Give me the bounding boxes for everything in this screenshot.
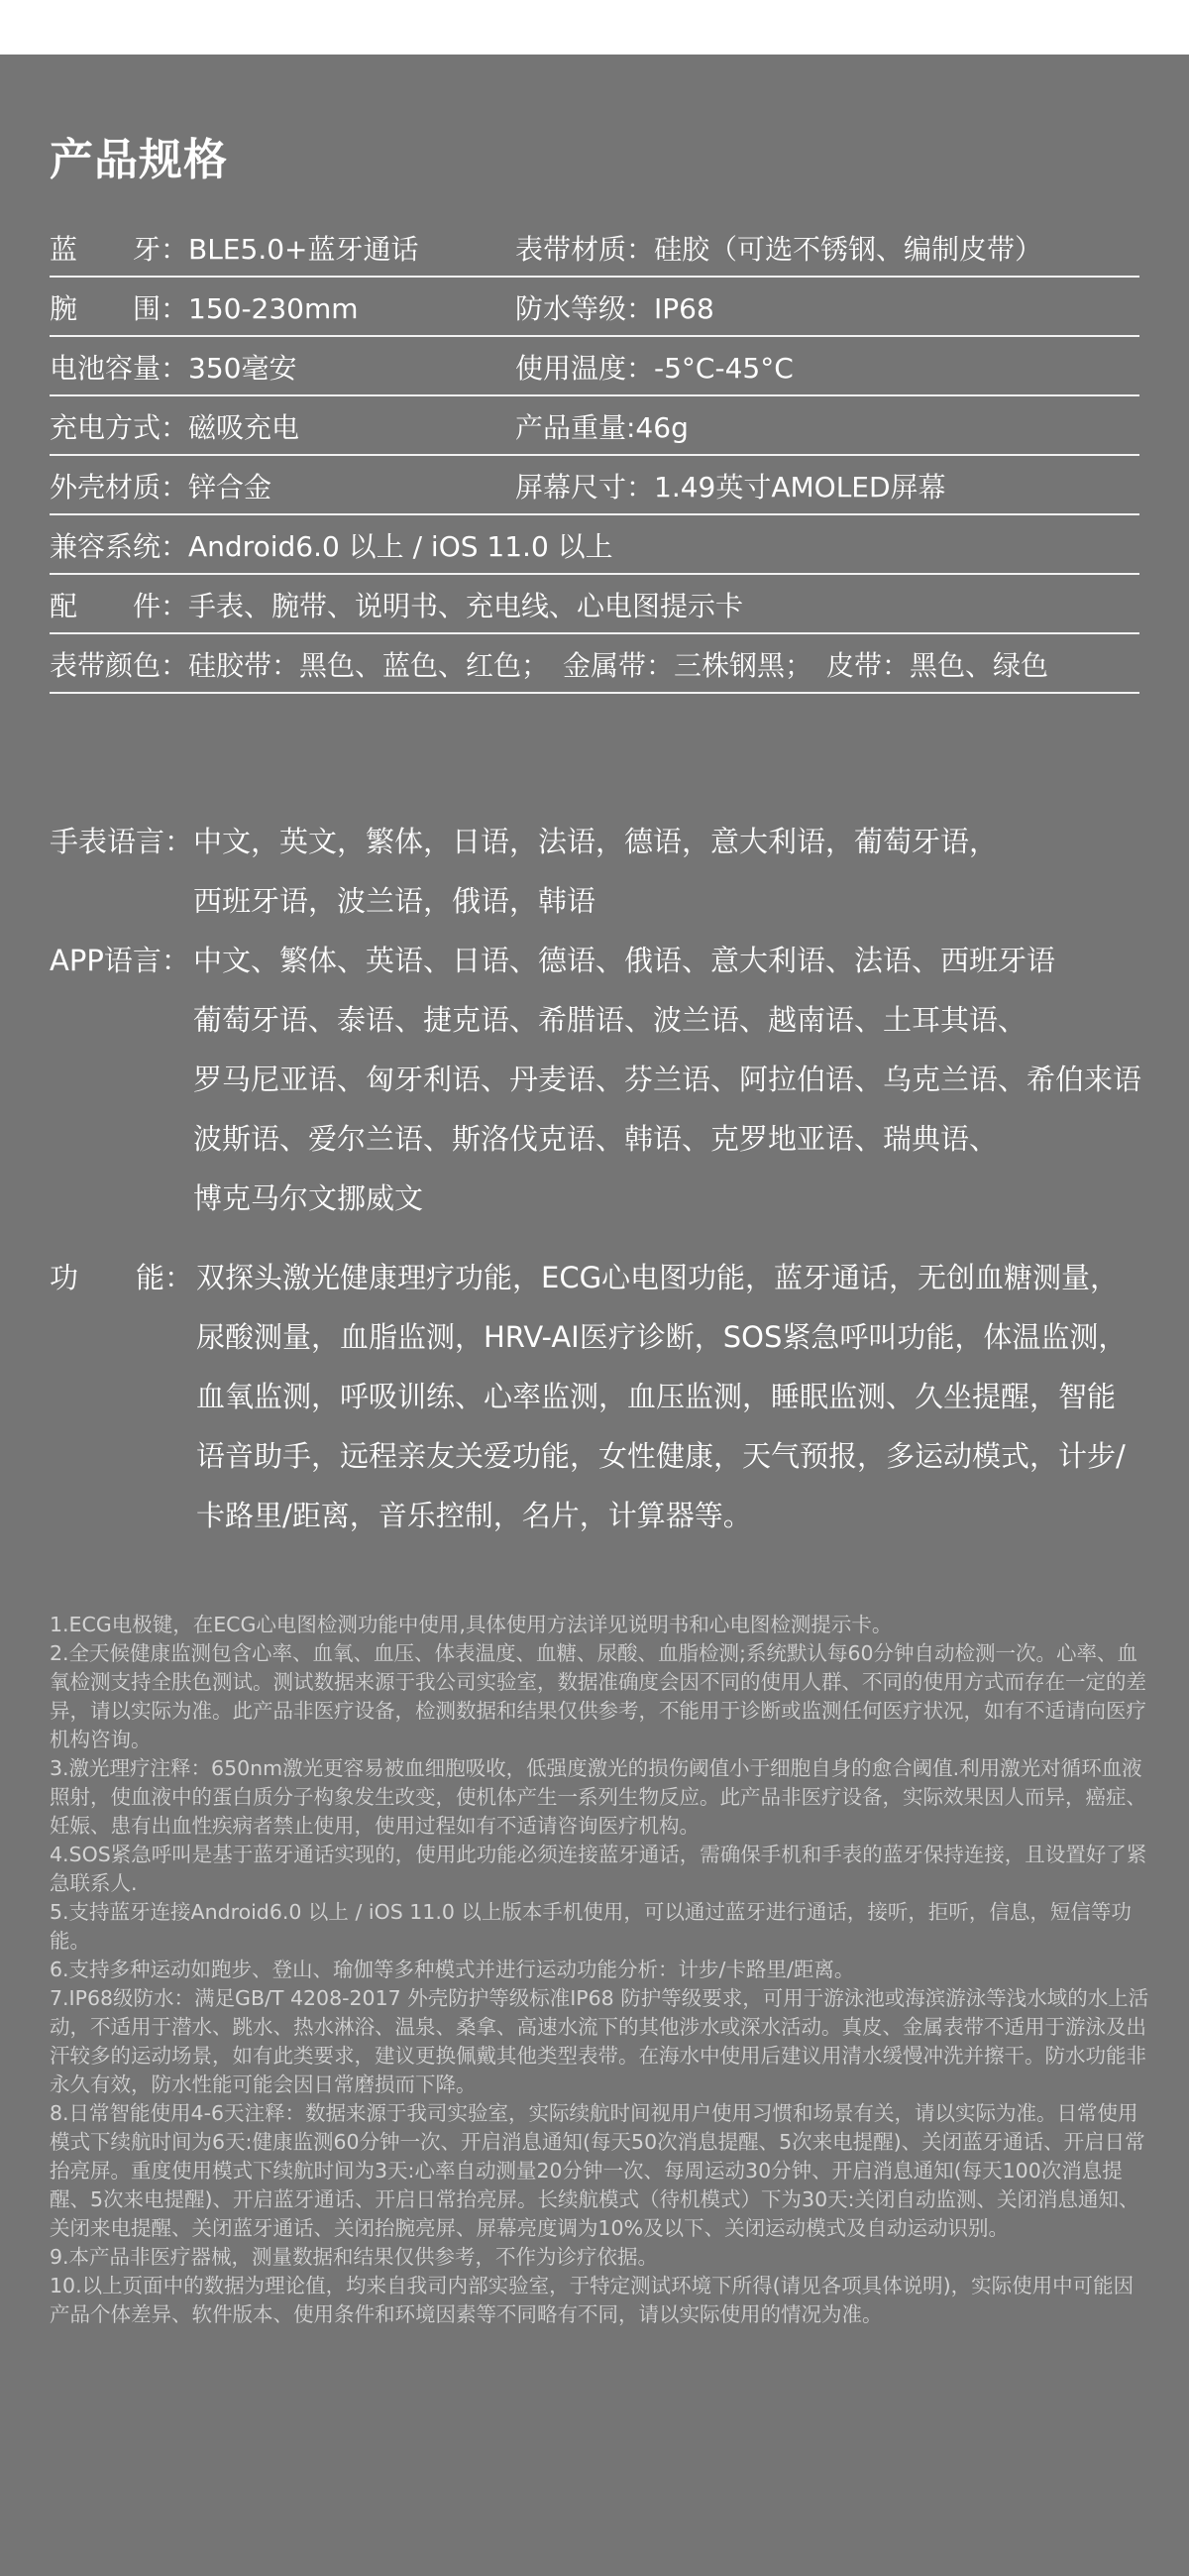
spec-bluetooth: 蓝 牙：BLE5.0+蓝牙通话	[50, 233, 419, 266]
spec-accessories: 配 件：手表、腕带、说明书、充电线、心电图提示卡	[50, 590, 744, 622]
spec-charging: 充电方式：磁吸充电	[50, 411, 300, 444]
watch-language-text: 西班牙语，波兰语，俄语，韩语	[193, 884, 596, 918]
footnote-9: 9.本产品非医疗器械，测量数据和结果仅供参考，不作为诊疗依据。	[50, 2245, 659, 2269]
functions-line	[50, 1305, 1159, 1365]
spec-row-accessories	[50, 575, 1139, 634]
footnote-10: 10.以上页面中的数据为理论值，均来自我司内部实验室，于特定测试环境下所得(请见各项具体说明)，实际使用中可能因产品个体差异、软件版本、使用条件和环境因素等不同略有不同，请以实际使用的情况为准。	[50, 2274, 1135, 2326]
functions-label: 功 能：	[50, 1261, 194, 1294]
footnote-3: 3.激光理疗注释：650nm激光更容易被血细胞吸收，低强度激光的损伤阈值小于细胞自身的愈合阈值.利用激光对循环血液照射，使血液中的蛋白质分子构象发生改变，使机体产生一系列生物反应。此产品非医疗设备，实际效果因人而异，癌症、妊娠、患有出血性疾病者禁止使用，使用过程如有不适请咨询医疗机构。	[50, 1756, 1146, 1838]
functions-text: 尿酸测量，血脂监测，HRV-AI医疗诊断，SOS紧急呼叫功能，体温监测，	[196, 1320, 1128, 1354]
functions-text: 卡路里/距离，音乐控制，名片，计算器等。	[196, 1499, 752, 1532]
app-language-text: 博克马尔文挪威文	[193, 1181, 424, 1215]
spec-strap-colors: 表带颜色：硅胶带：黑色、蓝色、红色； 金属带：三株钢黑； 皮带：黑色、绿色	[50, 649, 1049, 682]
spec-sheet	[0, 55, 1189, 2576]
watch-language-line	[50, 810, 1159, 869]
spec-compatibility: 兼容系统：Android6.0 以上 / iOS 11.0 以上	[50, 530, 613, 563]
spec-row-case	[50, 456, 1139, 515]
app-language-text: 葡萄牙语、泰语、捷克语、希腊语、波兰语、越南语、土耳其语、	[193, 1003, 1027, 1037]
spec-battery: 电池容量：350毫安	[50, 352, 297, 385]
functions-text: 语音助手，远程亲友关爱功能，女性健康，天气预报，多运动模式，计步/	[196, 1439, 1126, 1473]
spec-case-material: 外壳材质：锌合金	[50, 471, 272, 504]
spec-weight: 产品重量:46g	[515, 411, 689, 444]
watch-language-line	[50, 869, 1159, 929]
spec-row-bluetooth	[50, 218, 1139, 278]
spec-row-compat	[50, 515, 1139, 575]
watch-language-text: 中文，英文，繁体，日语，法语，德语，意大利语，葡萄牙语，	[193, 825, 999, 858]
functions-line	[50, 1484, 1159, 1543]
app-language-text: 中文、繁体、英语、日语、德语、俄语、意大利语、法语、西班牙语	[193, 944, 1056, 977]
app-language-line	[50, 1107, 1159, 1167]
functions-line	[50, 1246, 1159, 1305]
top-white-band	[0, 0, 1189, 55]
spec-row-wrist	[50, 278, 1139, 337]
footnote-2: 2.全天候健康监测包含心率、血氧、血压、体表温度、血糖、尿酸、血脂检测;系统默认每60分钟自动检测一次。心率、血氧检测支持全肤色测试。测试数据来源于我公司实验室，数据准确度会因不同的使用人群、不同的使用方式而存在一定的差异，请以实际为准。此产品非医疗设备，检测数据和结果仅供参考，不能用于诊断或监测任何医疗状况，如有不适请向医疗机构咨询。	[50, 1641, 1146, 1751]
functions-text: 双探头激光健康理疗功能，ECG心电图功能，蓝牙通话，无创血糖测量，	[196, 1261, 1120, 1294]
footnote-5: 5.支持蓝牙连接Android6.0 以上 / iOS 11.0 以上版本手机使用，可以通过蓝牙进行通话，接听，拒听，信息，短信等功能。	[50, 1900, 1132, 1953]
app-language-text: 波斯语、爱尔兰语、斯洛伐克语、韩语、克罗地亚语、瑞典语、	[193, 1122, 999, 1156]
spec-row-colors	[50, 634, 1139, 694]
watch-language-label: 手表语言：	[50, 825, 194, 858]
footnotes	[50, 1611, 1149, 2329]
spec-table	[50, 218, 1139, 694]
spec-row-charging	[50, 396, 1139, 456]
footnote-8: 8.日常智能使用4-6天注释：数据来源于我司实验室，实际续航时间视用户使用习惯和场景有关，请以实际为准。日常使用模式下续航时间为6天:健康监测60分钟一次、开启消息通知(每天50次消息提醒、5次来电提醒)、关闭蓝牙通话、开启日常抬亮屏。重度使用模式下续航时间为3天:心率自动测量20分钟一次、每周运动30分钟、开启消息通知(每天100次消息提醒、5次来电提醒)、开启蓝牙通话、开启日常抬亮屏。长续航模式（待机模式）下为30天:关闭自动监测、关闭消息通知、关闭来电提醒、关闭蓝牙通话、关闭抬腕亮屏、屏幕亮度调为10%及以下、关闭运动模式及自动运动识别。	[50, 2101, 1145, 2240]
app-language-line	[50, 988, 1159, 1048]
spec-wrist-size: 腕 围：150-230mm	[50, 292, 359, 325]
spec-row-battery	[50, 337, 1139, 396]
functions-section	[50, 1246, 1159, 1543]
app-language-line	[50, 1167, 1159, 1226]
spec-screen: 屏幕尺寸：1.49英寸AMOLED屏幕	[515, 471, 946, 504]
functions-line	[50, 1424, 1159, 1484]
functions-line	[50, 1365, 1159, 1424]
functions-text: 血氧监测，呼吸训练、心率监测，血压监测，睡眠监测、久坐提醒，智能	[196, 1380, 1117, 1413]
footnote-7: 7.IP68级防水：满足GB/T 4208-2017 外壳防护等级标准IP68 防护等级要求，可用于游泳池或海滨游泳等浅水域的水上活动，不适用于潜水、跳水、热水淋浴、温泉、桑拿、高速水流下的其他涉水或深水活动。真皮、金属表带不适用于游泳及出汗较多的运动场景，如有此类要求，建议更换佩戴其他类型表带。在海水中使用后建议用清水缓慢冲洗并擦干。防水功能非永久有效，防水性能可能会因日常磨损而下降。	[50, 1986, 1149, 2096]
footnote-1: 1.ECG电极键，在ECG心电图检测功能中使用,具体使用方法详见说明书和心电图检测提示卡。	[50, 1613, 893, 1636]
footnote-4: 4.SOS紧急呼叫是基于蓝牙通话实现的，使用此功能必须连接蓝牙通话，需确保手机和手表的蓝牙保持连接，且设置好了紧急联系人.	[50, 1843, 1147, 1895]
spec-strap-material: 表带材质：硅胶（可选不锈钢、编制皮带）	[515, 233, 1043, 266]
app-language-line	[50, 929, 1159, 988]
app-language-line	[50, 1048, 1159, 1107]
spec-waterproof: 防水等级：IP68	[515, 292, 714, 325]
spec-temperature: 使用温度：-5°C-45°C	[515, 352, 794, 385]
app-language-label: APP语言：	[50, 944, 190, 977]
language-section	[50, 810, 1159, 1226]
app-language-text: 罗马尼亚语、匈牙利语、丹麦语、芬兰语、阿拉伯语、乌克兰语、希伯来语	[193, 1063, 1142, 1096]
footnote-6: 6.支持多种运动如跑步、登山、瑜伽等多种模式并进行运动功能分析：计步/卡路里/距离。	[50, 1958, 855, 1981]
page-title: 产品规格	[50, 135, 228, 185]
